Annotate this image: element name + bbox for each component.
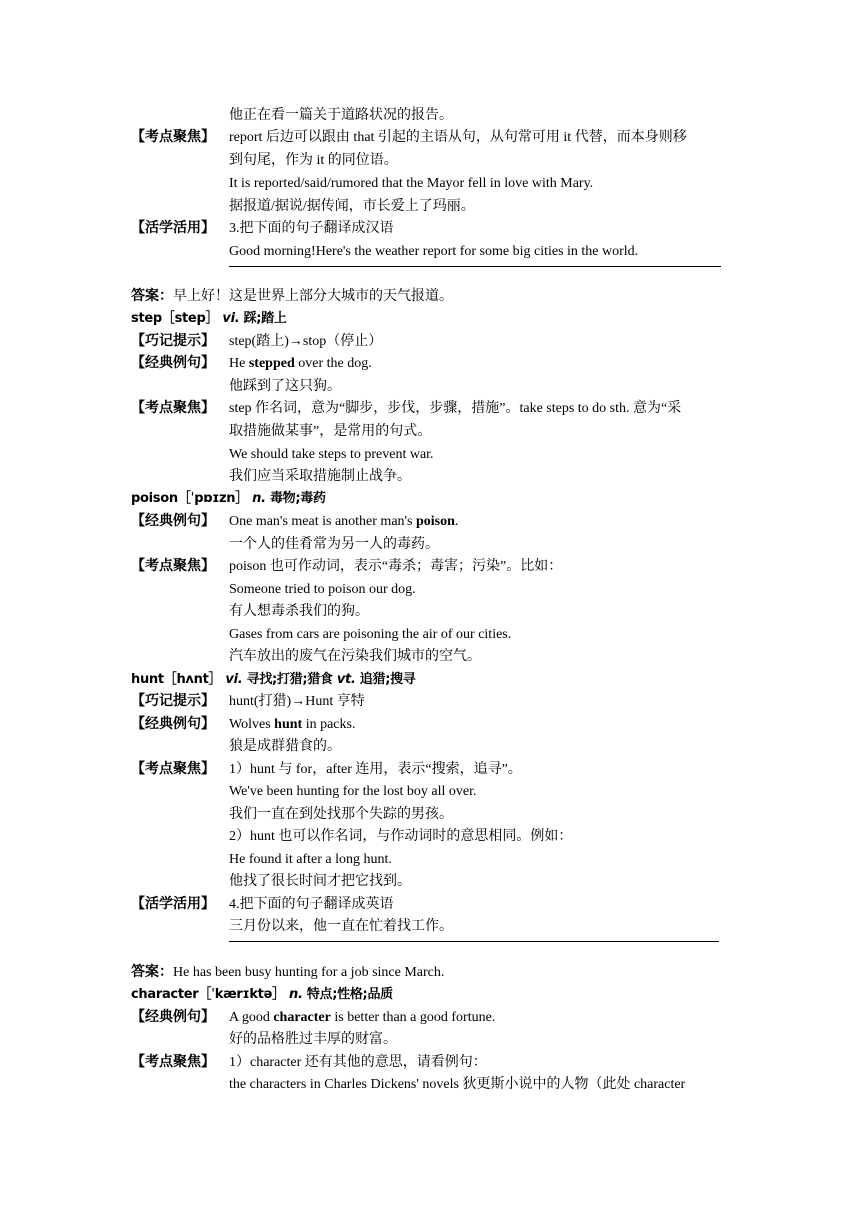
text: over the dog. bbox=[294, 356, 372, 371]
answer-text: 早上好！这是世界上部分大城市的天气报道。 bbox=[173, 289, 453, 304]
part-of-speech: n. bbox=[252, 491, 266, 506]
section-label: 【经典例句】 bbox=[131, 717, 215, 732]
headword-entry bbox=[131, 671, 416, 689]
text-line: We should take steps to prevent war. bbox=[229, 447, 434, 462]
text-line: Gases from cars are poisoning the air of our cities. bbox=[229, 627, 512, 642]
headword-entry bbox=[131, 310, 287, 328]
section-label: 【考点聚焦】 bbox=[131, 130, 215, 145]
answer-text: He has been busy hunting for a job since March. bbox=[173, 965, 445, 980]
text-line: 我们应当采取措施制止战争。 bbox=[229, 469, 411, 484]
keyword: hunt bbox=[274, 717, 303, 732]
section-label: 【经典例句】 bbox=[131, 514, 215, 529]
section-label: 【巧记提示】 bbox=[131, 694, 215, 709]
text-line: report 后边可以跟由 that 引起的主语从句，从句常可用 it 代替，而本身则移 bbox=[229, 130, 687, 145]
text-line: 1）hunt 与 for，after 连用，表示“搜索，追寻”。 bbox=[229, 762, 522, 777]
section-label: 【考点聚焦】 bbox=[131, 559, 215, 574]
section-label: 【活学活用】 bbox=[131, 897, 215, 912]
text-line: 据报道/据说/据传闻，市长爱上了玛丽。 bbox=[229, 199, 475, 214]
text-line: 他找了很长时间才把它找到。 bbox=[229, 874, 411, 889]
text-line: poison 也可作动词，表示“毒杀；毒害；污染”。比如： bbox=[229, 559, 563, 574]
text-line: Someone tried to poison our dog. bbox=[229, 582, 416, 597]
headword-entry bbox=[131, 986, 393, 1004]
section-label: 【活学活用】 bbox=[131, 221, 215, 236]
answer-label: 答案： bbox=[131, 965, 173, 980]
keyword: character bbox=[273, 1010, 331, 1025]
answer-label: 答案： bbox=[131, 289, 173, 304]
text-line: It is reported/said/rumored that the Mayor fell in love with Mary. bbox=[229, 176, 594, 191]
part-of-speech: vi. bbox=[225, 672, 243, 687]
text: One man's meat is another man's bbox=[229, 514, 416, 529]
section-label: 【考点聚焦】 bbox=[131, 762, 215, 777]
answer-line bbox=[131, 964, 444, 982]
text-line bbox=[229, 513, 458, 531]
section-label: 【巧记提示】 bbox=[131, 334, 215, 349]
text-line bbox=[229, 1009, 495, 1027]
text-line: 有人想毒杀我们的狗。 bbox=[229, 604, 369, 619]
text-line: 2）hunt 也可以作名词，与作动词时的意思相同。例如： bbox=[229, 829, 573, 844]
text-line: hunt(打猎)→Hunt 亨特 bbox=[229, 694, 365, 709]
text-line: step 作名词，意为“脚步，步伐，步骤，措施”。take steps to do sth. 意为“采 bbox=[229, 401, 682, 416]
meaning: 追猎;搜寻 bbox=[355, 672, 416, 687]
text: A good bbox=[229, 1010, 274, 1025]
headword: poison［ˈpɒɪzn］ bbox=[131, 491, 248, 506]
text: He bbox=[229, 356, 249, 371]
text-line: Good morning!Here's the weather report for some big cities in the world. bbox=[229, 244, 639, 259]
answer-blank-line bbox=[229, 266, 721, 267]
part-of-speech: n. bbox=[289, 987, 303, 1002]
text-line: 好的品格胜过丰厚的财富。 bbox=[229, 1032, 397, 1047]
answer-blank-line bbox=[229, 941, 719, 942]
text-line: 狼是成群猎食的。 bbox=[229, 739, 341, 754]
keyword: poison bbox=[416, 514, 455, 529]
section-label: 【考点聚焦】 bbox=[131, 401, 215, 416]
text-line: 取措施做某事”，是常用的句式。 bbox=[229, 424, 432, 439]
headword: step［step］ bbox=[131, 311, 219, 326]
headword: character［ˈkærɪktə］ bbox=[131, 987, 285, 1002]
text-line: 他正在看一篇关于道路状况的报告。 bbox=[229, 108, 453, 123]
text-line: step(踏上)→stop（停止） bbox=[229, 334, 383, 349]
text-line: 他踩到了这只狗。 bbox=[229, 379, 341, 394]
text-line: the characters in Charles Dickens' novels 狄更斯小说中的人物（此处 character bbox=[229, 1077, 686, 1092]
part-of-speech: vi. bbox=[222, 311, 240, 326]
section-label: 【考点聚焦】 bbox=[131, 1055, 215, 1070]
text-line: 3.把下面的句子翻译成汉语 bbox=[229, 221, 394, 236]
text-line: 三月份以来，他一直在忙着找工作。 bbox=[229, 919, 453, 934]
meaning: 踩;踏上 bbox=[239, 311, 287, 326]
meaning: 特点;性格;品质 bbox=[302, 987, 393, 1002]
text-line: 1）character 还有其他的意思，请看例句： bbox=[229, 1055, 487, 1070]
text-line bbox=[229, 716, 355, 734]
section-label: 【经典例句】 bbox=[131, 1010, 215, 1025]
text: is better than a good fortune. bbox=[330, 1010, 496, 1025]
section-label: 【经典例句】 bbox=[131, 356, 215, 371]
text-line: He found it after a long hunt. bbox=[229, 852, 392, 867]
text-line: We've been hunting for the lost boy all over. bbox=[229, 784, 477, 799]
answer-line bbox=[131, 288, 453, 306]
text: Wolves bbox=[229, 717, 275, 732]
text-line: 我们一直在到处找那个失踪的男孩。 bbox=[229, 807, 453, 822]
text-line: 到句尾，作为 it 的同位语。 bbox=[229, 153, 398, 168]
text: . bbox=[454, 514, 459, 529]
keyword: stepped bbox=[248, 356, 295, 371]
part-of-speech: vt. bbox=[336, 672, 356, 687]
text-line bbox=[229, 355, 372, 373]
headword: hunt［hʌnt］ bbox=[131, 672, 222, 687]
meaning: 毒物;毒药 bbox=[265, 491, 326, 506]
text-line: 汽车放出的废气在污染我们城市的空气。 bbox=[229, 649, 481, 664]
text-line: 一个人的佳肴常为另一人的毒药。 bbox=[229, 537, 439, 552]
headword-entry bbox=[131, 490, 326, 508]
text-line: 4.把下面的句子翻译成英语 bbox=[229, 897, 394, 912]
text: in packs. bbox=[302, 717, 356, 732]
meaning: 寻找;打猎;猎食 bbox=[242, 672, 337, 687]
